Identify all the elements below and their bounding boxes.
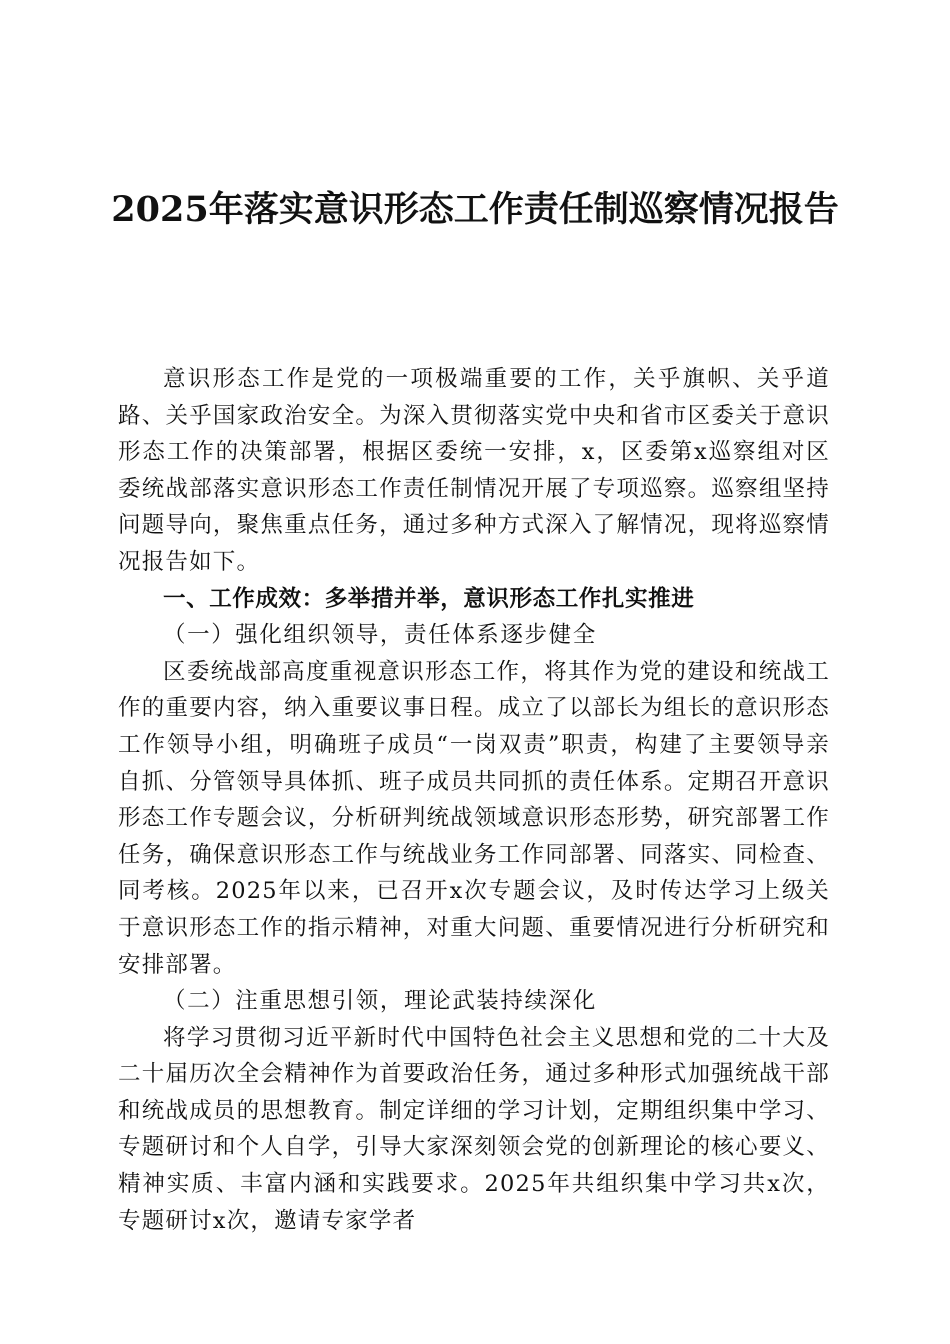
section-heading-1: 一、工作成效：多举措并举，意识形态工作扎实推进	[163, 585, 695, 612]
intro-paragraph: 意识形态工作是党的一项极端重要的工作，关乎旗帜、关乎道路、关乎国家政治安全。为深入贯彻落实党中央和省市区委关于意识形态工作的决策部署，根据区委统一安排，x，区委第x巡察组对区委统战部落实意识形态工作责任制情况开展了专项巡察。巡察组坚持问题导向，聚焦重点任务，通过多种方式深入了解情况，现将巡察情况报告如下。	[118, 366, 830, 575]
subsection-heading-1: （一）强化组织领导，责任体系逐步健全	[163, 622, 597, 649]
subsection-heading-2: （二）注重思想引领，理论武装持续深化	[163, 988, 597, 1015]
document-title: 2025年落实意识形态工作责任制巡察情况报告	[111, 189, 839, 230]
body-paragraph-1: 区委统战部高度重视意识形态工作，将其作为党的建设和统战工作的重要内容，纳入重要议事日程。成立了以部长为组长的意识形态工作领导小组，明确班子成员“一岗双责”职责，构建了主要领导亲自抓、分管领导具体抓、班子成员共同抓的责任体系。定期召开意识形态工作专题会议，分析研判统战领域意识形态形势，研究部署工作任务，确保意识形态工作与统战业务工作同部署、同落实、同检查、同考核。2025年以来，已召开x次专题会议，及时传达学习上级关于意识形态工作的指示精神，对重大问题、重要情况进行分析研究和安排部署。	[118, 658, 830, 978]
document-body	[118, 361, 830, 1239]
body-paragraph-2: 将学习贯彻习近平新时代中国特色社会主义思想和党的二十大及二十届历次全会精神作为首要政治任务，通过多种形式加强统战干部和统战成员的思想教育。制定详细的学习计划，定期组织集中学习、专题研讨和个人自学，引导大家深刻领会党的创新理论的核心要义、精神实质、丰富内涵和实践要求。2025年共组织集中学习共x次，专题研讨x次，邀请专家学者	[118, 1024, 830, 1234]
